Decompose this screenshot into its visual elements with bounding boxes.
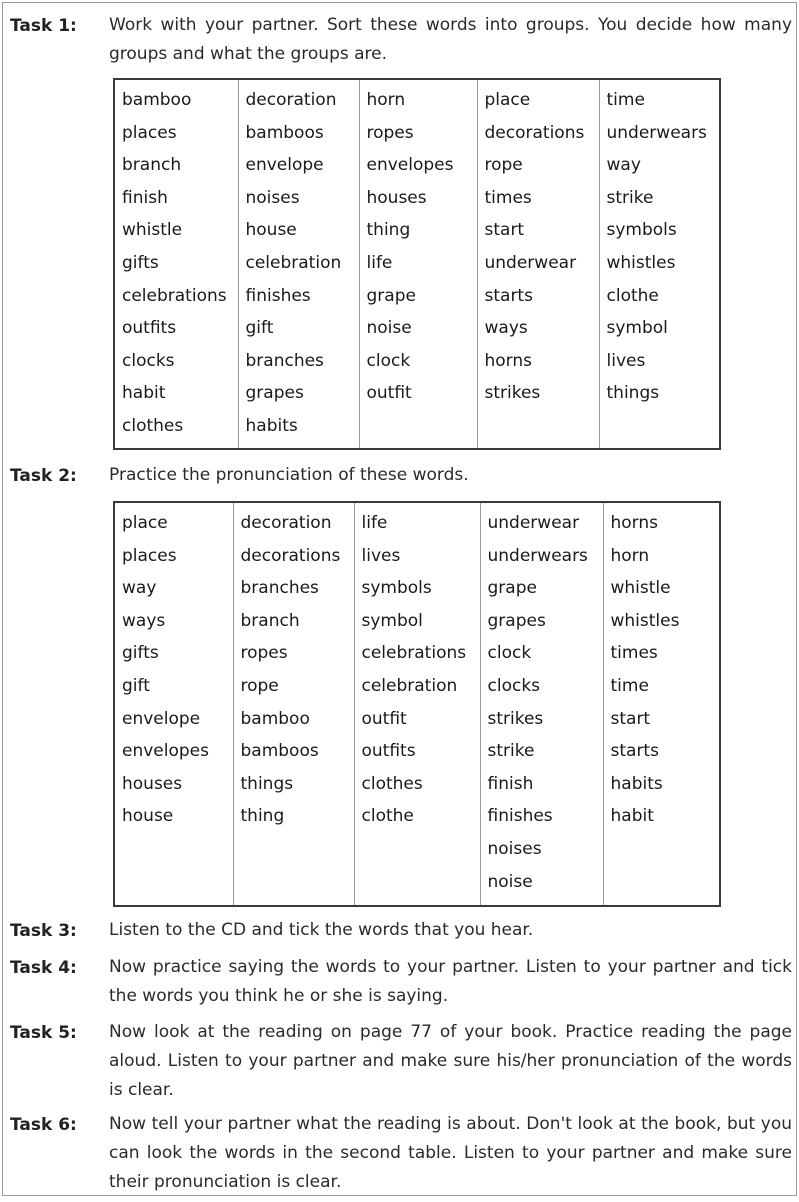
word-cell: habit bbox=[610, 806, 654, 827]
task-5-text: Now look at the reading on page 77 of your book. Practice reading the page aloud. Listen to your partner and make sure his/her pronunciation of the words is clear. bbox=[109, 1022, 792, 1100]
word-cell: symbols bbox=[361, 578, 432, 599]
word-cell: outfits bbox=[122, 318, 177, 339]
word-cell: places bbox=[122, 545, 177, 566]
word-cell: whistle bbox=[610, 578, 671, 599]
word-cell: start bbox=[610, 708, 651, 729]
table-2-column-4 bbox=[480, 502, 603, 906]
word-cell: thing bbox=[366, 220, 411, 241]
word-cell: habit bbox=[122, 383, 166, 404]
word-cell: gifts bbox=[122, 252, 159, 273]
word-cell: decoration bbox=[240, 513, 332, 533]
table-1-column-5 bbox=[599, 79, 720, 449]
word-cell: underwear bbox=[484, 252, 577, 273]
word-cell: life bbox=[366, 252, 393, 273]
word-cell: clothes bbox=[122, 415, 184, 436]
word-cell: lives bbox=[606, 350, 646, 371]
word-cell: times bbox=[484, 187, 532, 208]
word-cell: clothe bbox=[361, 806, 414, 827]
word-cell: horn bbox=[610, 545, 650, 566]
word-cell: noises bbox=[487, 838, 542, 859]
word-cell: houses bbox=[122, 773, 183, 794]
word-cell: place bbox=[122, 513, 168, 533]
table-1-column-2 bbox=[238, 79, 359, 449]
word-cell: habits bbox=[610, 773, 663, 794]
word-cell: finishes bbox=[487, 806, 553, 827]
table-1-column-4 bbox=[477, 79, 599, 449]
word-cell: ways bbox=[122, 610, 166, 631]
task-4-label: Task 4: bbox=[10, 958, 77, 978]
word-cell: lives bbox=[361, 545, 401, 566]
worksheet-page bbox=[2, 2, 797, 1196]
word-cell: outfit bbox=[361, 708, 407, 729]
word-cell: finishes bbox=[245, 285, 311, 306]
word-cell: branches bbox=[245, 350, 324, 371]
word-cell: ropes bbox=[366, 122, 414, 143]
word-cell: way bbox=[122, 578, 157, 599]
task-6-text: Now tell your partner what the reading is about. Don't look at the book, but you can look the words in the second table. Listen to your partner and make sure their pronunciation is clear. bbox=[109, 1114, 792, 1192]
word-cell: symbols bbox=[606, 220, 677, 241]
word-cell: ways bbox=[484, 318, 528, 339]
word-table-2 bbox=[113, 501, 721, 907]
word-cell: gift bbox=[245, 318, 274, 339]
word-cell: gift bbox=[122, 675, 150, 696]
word-cell: ropes bbox=[240, 643, 288, 664]
word-cell: clocks bbox=[122, 350, 175, 371]
word-cell: envelopes bbox=[122, 741, 209, 762]
word-cell: envelopes bbox=[366, 155, 454, 176]
word-cell: envelope bbox=[245, 155, 324, 176]
word-cell: whistle bbox=[122, 220, 183, 241]
word-cell: house bbox=[245, 220, 297, 241]
word-cell: clothe bbox=[606, 285, 659, 306]
word-cell: rope bbox=[484, 155, 523, 176]
table-2-column-1 bbox=[114, 502, 233, 906]
word-table-1 bbox=[113, 78, 721, 450]
task-3-label: Task 3: bbox=[10, 921, 77, 941]
word-cell: noise bbox=[487, 871, 533, 892]
word-cell: decorations bbox=[240, 545, 341, 566]
word-cell: decorations bbox=[484, 122, 585, 143]
task-2-label: Task 2: bbox=[10, 466, 77, 486]
word-cell: grapes bbox=[487, 610, 546, 631]
word-cell: start bbox=[484, 220, 525, 241]
task-5-label: Task 5: bbox=[10, 1023, 77, 1043]
word-cell: starts bbox=[610, 741, 659, 762]
word-cell: horns bbox=[484, 350, 532, 371]
word-cell: place bbox=[484, 90, 531, 110]
word-cell: outfit bbox=[366, 383, 412, 404]
word-cell: house bbox=[122, 806, 174, 827]
word-cell: clock bbox=[366, 350, 411, 371]
word-cell: branch bbox=[240, 610, 300, 631]
word-cell: starts bbox=[484, 285, 533, 306]
word-cell: bamboos bbox=[245, 122, 324, 143]
task-1-text: Work with your partner. Sort these words into groups. You decide how many groups and what the groups are. bbox=[109, 15, 792, 64]
word-cell: horns bbox=[610, 513, 658, 533]
word-cell: thing bbox=[240, 806, 285, 827]
word-cell: strikes bbox=[487, 708, 544, 729]
word-cell: celebration bbox=[361, 675, 458, 696]
word-cell: clothes bbox=[361, 773, 423, 794]
word-cell: grape bbox=[366, 285, 416, 306]
word-cell: strikes bbox=[484, 383, 541, 404]
task-2-text: Practice the pronunciation of these words. bbox=[109, 465, 469, 485]
word-cell: times bbox=[610, 643, 658, 664]
word-cell: symbol bbox=[606, 318, 668, 339]
word-cell: houses bbox=[366, 187, 427, 208]
word-cell: grape bbox=[487, 578, 537, 599]
word-cell: finish bbox=[122, 187, 168, 208]
task-4-text: Now practice saying the words to your partner. Listen to your partner and tick the words you think he or she is saying. bbox=[109, 957, 792, 1006]
word-cell: strike bbox=[606, 187, 654, 208]
word-cell: decoration bbox=[245, 90, 337, 110]
word-cell: celebrations bbox=[361, 643, 467, 664]
word-cell: outfits bbox=[361, 741, 416, 762]
table-1-column-1 bbox=[114, 79, 238, 449]
word-cell: underwear bbox=[487, 513, 580, 533]
word-cell: branch bbox=[122, 155, 182, 176]
word-cell: underwears bbox=[606, 122, 707, 143]
word-cell: strike bbox=[487, 741, 535, 762]
word-cell: time bbox=[606, 90, 645, 110]
word-cell: celebration bbox=[245, 252, 342, 273]
table-2-column-3 bbox=[354, 502, 480, 906]
word-cell: whistles bbox=[606, 252, 676, 273]
word-cell: things bbox=[606, 383, 660, 404]
word-cell: bamboo bbox=[122, 90, 192, 110]
word-cell: way bbox=[606, 155, 641, 176]
word-cell: underwears bbox=[487, 545, 588, 566]
word-cell: symbol bbox=[361, 610, 423, 631]
word-cell: time bbox=[610, 675, 649, 696]
word-cell: noise bbox=[366, 318, 412, 339]
word-cell: gifts bbox=[122, 643, 159, 664]
word-cell: bamboo bbox=[240, 708, 310, 729]
word-cell: grapes bbox=[245, 383, 304, 404]
word-cell: noises bbox=[245, 187, 300, 208]
word-cell: celebrations bbox=[122, 285, 227, 306]
word-cell: clock bbox=[487, 643, 532, 664]
word-cell: whistles bbox=[610, 610, 680, 631]
word-cell: horn bbox=[366, 90, 406, 110]
word-cell: places bbox=[122, 122, 177, 143]
word-cell: habits bbox=[245, 415, 298, 436]
word-cell: things bbox=[240, 773, 294, 794]
table-2-column-2 bbox=[233, 502, 354, 906]
word-cell: life bbox=[361, 513, 388, 533]
task-1-label: Task 1: bbox=[10, 16, 77, 36]
word-cell: finish bbox=[487, 773, 534, 794]
table-2-column-5 bbox=[603, 502, 720, 906]
table-1-column-3 bbox=[359, 79, 477, 449]
word-cell: clocks bbox=[487, 675, 541, 696]
task-6-label: Task 6: bbox=[10, 1115, 77, 1135]
word-cell: branches bbox=[240, 578, 319, 599]
word-cell: envelope bbox=[122, 708, 201, 729]
task-3-text: Listen to the CD and tick the words that you hear. bbox=[109, 920, 534, 940]
word-cell: rope bbox=[240, 675, 279, 696]
word-cell: bamboos bbox=[240, 741, 319, 762]
